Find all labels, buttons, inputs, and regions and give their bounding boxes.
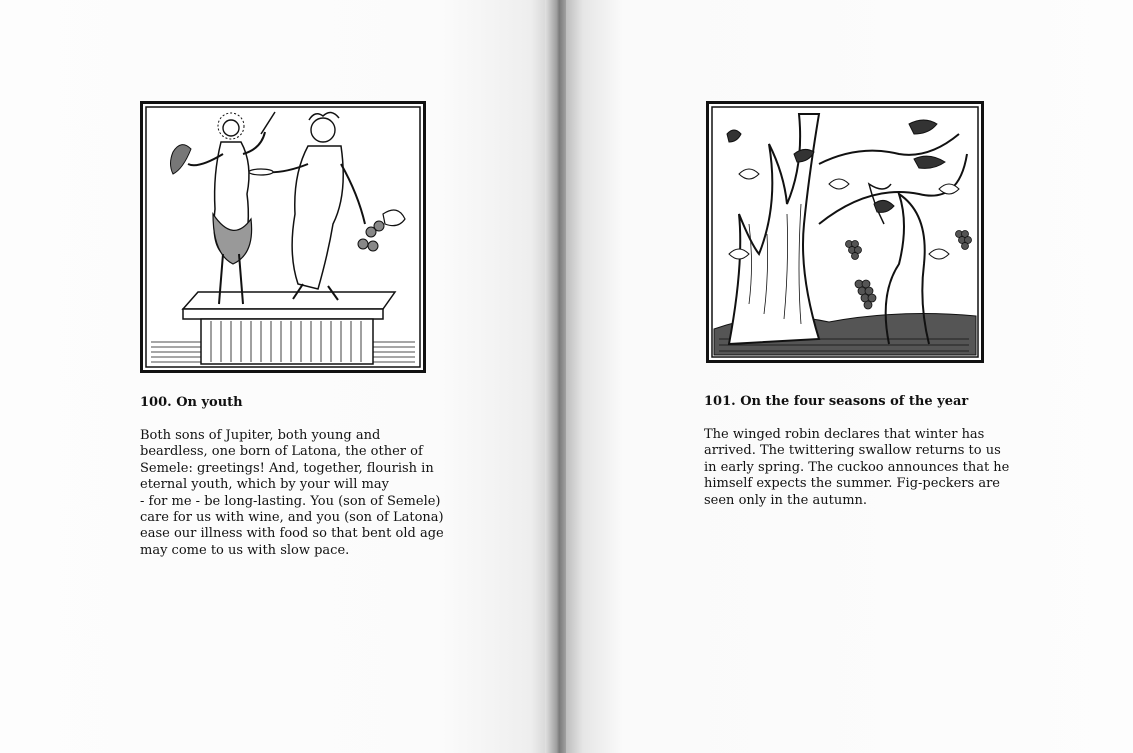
poem-line: himself expects the summer. Fig-peckers are [704,476,1000,492]
poem-heading: 101. On the four seasons of the year [704,394,969,409]
poem-line: eternal youth, which by your will may [140,477,389,493]
poem-line: Both sons of Jupiter, both young and [140,428,381,443]
poem-line: The winged robin declares that winter has [704,427,985,442]
poem-line: beardless, one born of Latona, the other of [140,444,423,460]
poem-line: Semele: greetings! And, together, flourish in [140,460,434,476]
left-page [0,0,553,753]
poem-line: care for us with wine, and you (son of Latona) [140,510,444,526]
poem-line: in early spring. The cuckoo announces that he [704,459,1010,475]
right-page [566,0,1133,753]
poem-line: - for me - be long-lasting. You (son of Semele) [140,493,441,509]
tree-birds-image [709,104,981,360]
poem-line: seen only in the autumn. [704,492,868,508]
poem-line: arrived. The twittering swallow returns to us [704,443,1001,459]
woodcut-tree-illustration [706,101,984,363]
poem-text [704,427,1009,509]
two-youths-image [143,104,423,370]
poem-text [140,428,444,559]
woodcut-two-youths-illustration [140,101,426,373]
poem-line: may come to us with slow pace. [140,542,350,558]
poem-heading: 100. On youth [140,395,243,410]
poem-line: ease our illness with food so that bent old age [140,526,444,542]
